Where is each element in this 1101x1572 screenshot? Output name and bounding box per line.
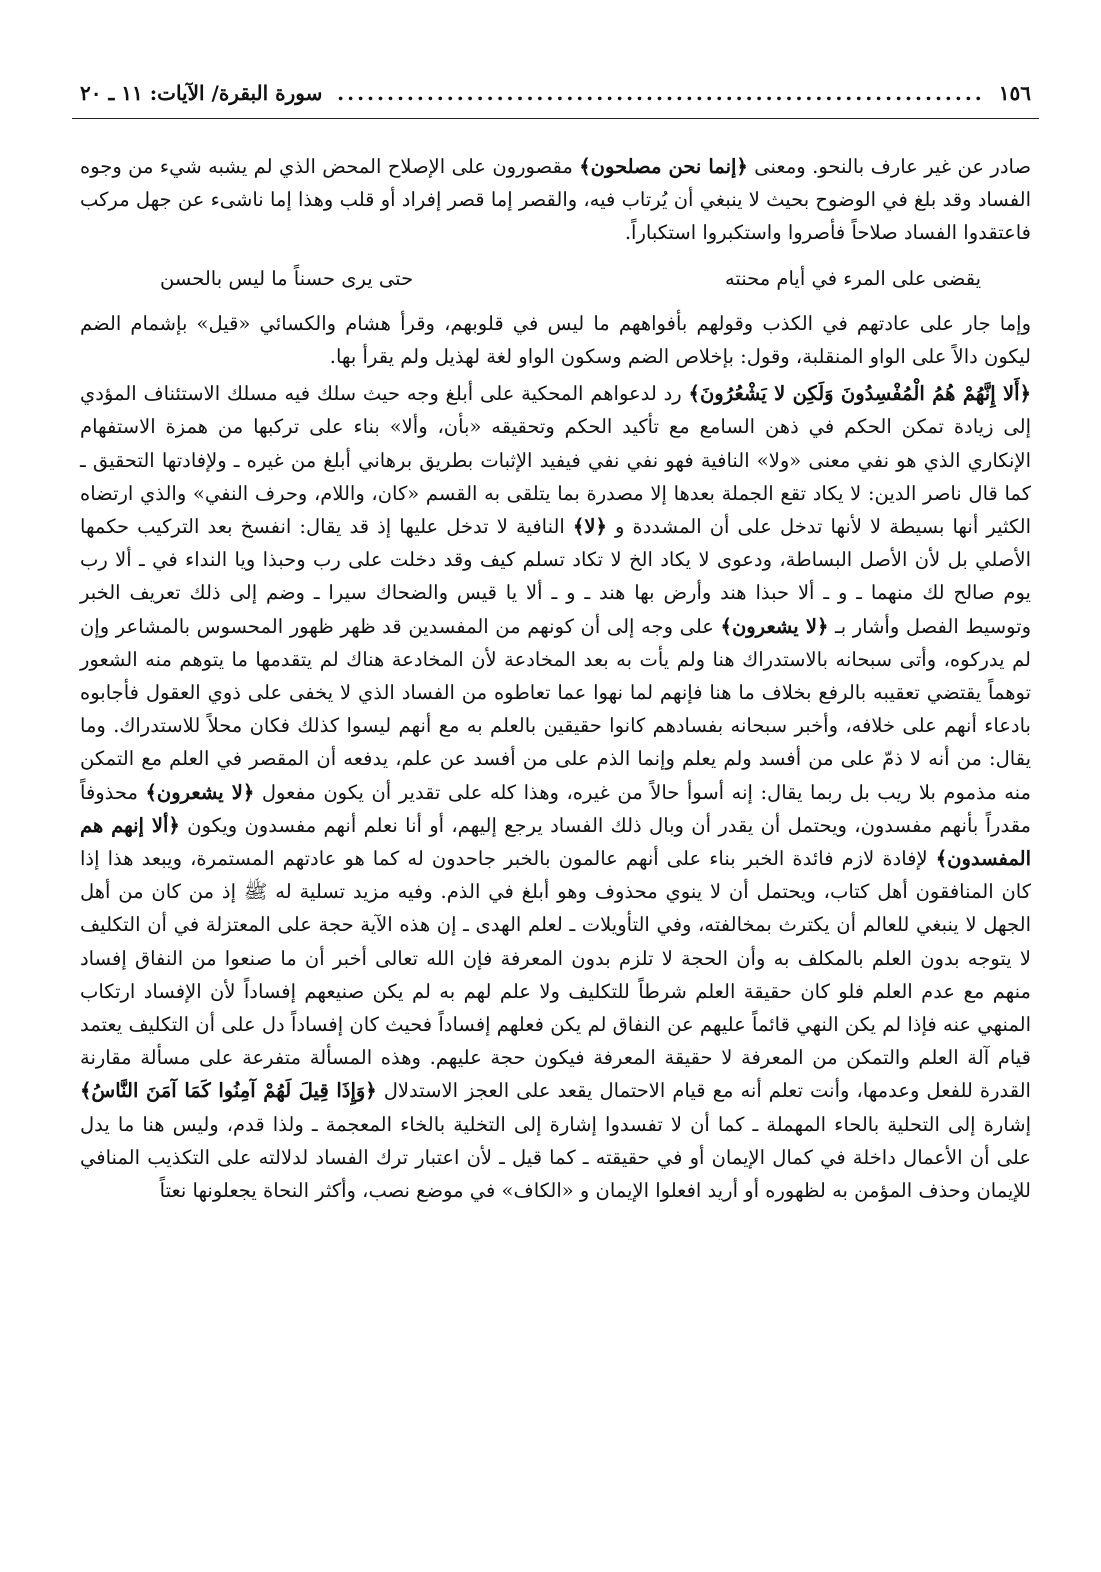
text-span: النافية لا تدخل عليها إذ قد يقال: انفسخ بعد التركيب حكمها الأصلي بل لأن الأصل البساطة، ودعوى لا يكاد الخ لا تكاد تسلم كيف وقد دخلت على رب وحبذا ويا النداء في ـ ألا رب يوم صالح لك منهما ـ و ـ ألا حبذا هند وأرض بها هند ـ و ـ ألا يا قيس والضحاك سيرا ـ وضم إلى ذلك تعريف الخبر وتوسيط الفصل وأشار بـ (80, 515, 1031, 638)
paragraph-3 (80, 377, 1031, 1207)
header-dot-leader (334, 81, 984, 105)
text-span: رد لدعواهم المحكية على أبلغ وجه حيث سلك فيه مسلك الاستئناف المؤدي إلى زيادة تمكن الحكم في ذهن السامع مع تأكيد الحكم وتحقيقه «بأن، وألا» بناء على تركبها من همزة الاستفهام الإنكاري الذي هو نفي معنى «ولا» النافية فهو نفي نفي فيفيد الإثبات بطريق برهاني أبلغ من غيره ـ ولإفادتها التحقيق ـ كما قال ناصر الدين: لا يكاد تقع الجملة بعدها إلا مصدرة بما يتلقى به القسم «كان، واللام، وحرف النفي» والذي ارتضاه الكثير أنها بسيطة لا لأنها تدخل على أن المشددة و (80, 382, 1031, 539)
quran-quote: ﴿لا يشعرون﴾ (145, 780, 255, 804)
text-span: وإما جار على عادتهم في الكذب وقولهم بأفواههم ما ليس في قلوبهم، وقرأ هشام والكسائي «قيل» بإشمام الضم ليكون دالاً على الواو المنقلبة، وقول: بإخلاص الضم وسكون الواو لغة لهذيل ولم يقرأ بها. (80, 311, 1031, 369)
header-rule (72, 118, 1039, 119)
quran-quote: ﴿إنما نحن مصلحون﴾ (579, 155, 748, 178)
poetry-verse (80, 262, 1031, 295)
page-body (80, 150, 1031, 1552)
verse-second-hemistich: حتى يرى حسناً ما ليس بالحسن (160, 266, 414, 290)
quran-quote: ﴿ألا إنهم هم المفسدون﴾ (80, 813, 1032, 871)
quran-quote: ﴿لا يشعرون﴾ (720, 614, 829, 638)
quran-quote: ﴿أَلا إِنَّهُمْ هُمُ الْمُفْسِدُونَ وَلَكِن لا يَشْعُرُونَ﴾ (688, 382, 1031, 406)
section-title: سورة البقرة/ الآيات: ١١ ـ ٢٠ (80, 81, 323, 105)
text-span: لإفادة لازم فائدة الخبر بناء على أنهم عالمون بالخبر جاحدون له كما هو عادتهم المستمرة، ويبعد هذا إذا كان المنافقون أهل كتاب، ويحتمل أن لا ينوي محذوف وهو أبلغ في الذم. وفيه مزيد تسلية له ﷺ إذ من كان من أهل الجهل لا ينبغي للعالم أن يكترث بمخالفته، وفي التأويلات ـ لعلم الهدى ـ إن هذه الآية حجة على المعتزلة في أن التكليف لا يتوجه بدون العلم بالمكلف به وأن الحجة لا تلزم بدون المعرفة فإن الله تعالى أخبر أن ما صنعوا من النفاق إفساد منهم مع عدم العلم فلو كان حقيقة العلم شرطاً للتكليف ولا علم لهم به لم يكن صنيعهم إفساداً لأن الإفساد ارتكاب المنهي عنه فإذا لم يكن النهي قائماً عليهم عن النفاق لم يكن فعلهم إفساداً فحيث كان إفساداً دل على أن التكليف يعتمد قيام آلة العلم والتمكن من المعرفة لا حقيقة المعرفة فيكون حجة عليهم. وهذه المسألة متفرعة على مسألة مقارنة القدرة للفعل وعدمها، وأنت تعلم أنه مع قيام الاحتمال يقعد على العجز الاستدلال (80, 847, 1031, 1103)
text-span: صادر عن غير عارف بالنحو. ومعنى (754, 155, 1032, 178)
paragraph-2 (80, 307, 1031, 373)
paragraph-1 (80, 150, 1031, 250)
text-span: مقصورون على الإصلاح المحض الذي لم يشبه شيء من وجوه الفساد وقد بلغ في الوضوح بحيث لا ينبغي أن يُرتاب فيه، والقصر إما قصر إفراد أو قلب وهذا إما ناشىء عن جهل مركب فاعتقدوا الفساد صلاحاً فأصروا واستكبروا استكباراً. (80, 155, 1031, 245)
verse-first-hemistich: يقضى على المرء في أيام محنته (724, 266, 981, 290)
quran-quote: ﴿لا﴾ (572, 515, 607, 539)
text-span: إشارة إلى التحلية بالحاء المهملة ـ كما أن لا تفسدوا إشارة إلى التخلية بالخاء المعجمة ـ ولذا قدم، وليس هنا ما يدل على أن الأعمال داخلة في كمال الإيمان أو في حقيقته ـ كما قيل ـ لأن اعتبار ترك الفساد لدلالته على التكذيب المنافي للإيمان وحذف المؤمن به لظهوره أو أريد افعلوا الإيمان و «الكاف» في موضع نصب، وأكثر النحاة يجعلونها نعتاً (80, 1112, 1031, 1203)
quran-quote: ﴿وَإِذَا قِيلَ لَهُمْ آمِنُوا كَمَا آمَنَ النَّاسُ﴾ (80, 1079, 377, 1103)
text-span: على وجه إلى أن كونهم من المفسدين قد ظهر ظهور المحسوس بالمشاعر وإن لم يدركوه، وأتى سبحانه بالاستدراك هنا ولم يأت به بعد المخادعة لأن المخادعة هناك لم يتقدمها ما يتوهم منه الشعور توهماً يقتضي تعقيبه بالرفع بخلاف ما هنا فإنهم لما نهوا عما تعاطوه من الفساد الذي لا يخفى على ذوي العقول فأجابوه بادعاء أنهم على خلافه، وأخبر سبحانه بفسادهم كانوا حقيقين بالعلم به مع أنهم ليسوا كذلك فكان محلاً للاستدراك. وما يقال: من أنه لا ذمّ على من أفسد ولم يعلم وإنما الذم على من أفسد عن علم، يدفعه أن المقصر في العلم مع التمكن منه مذموم بلا ريب بل ربما يقال: إنه أسوأ حالاً من غيره، وهذا كله على تقدير أن يكون مفعول (80, 614, 1032, 804)
text-span: محذوفاً مقدراً بأنهم مفسدون، ويحتمل أن يقدر أن وبال ذلك الفساد يرجع إليهم، أو أنا نعلم أنهم مفسدون ويكون (80, 780, 1032, 837)
running-header (80, 78, 1031, 108)
page-number: ١٥٦ (998, 81, 1031, 105)
